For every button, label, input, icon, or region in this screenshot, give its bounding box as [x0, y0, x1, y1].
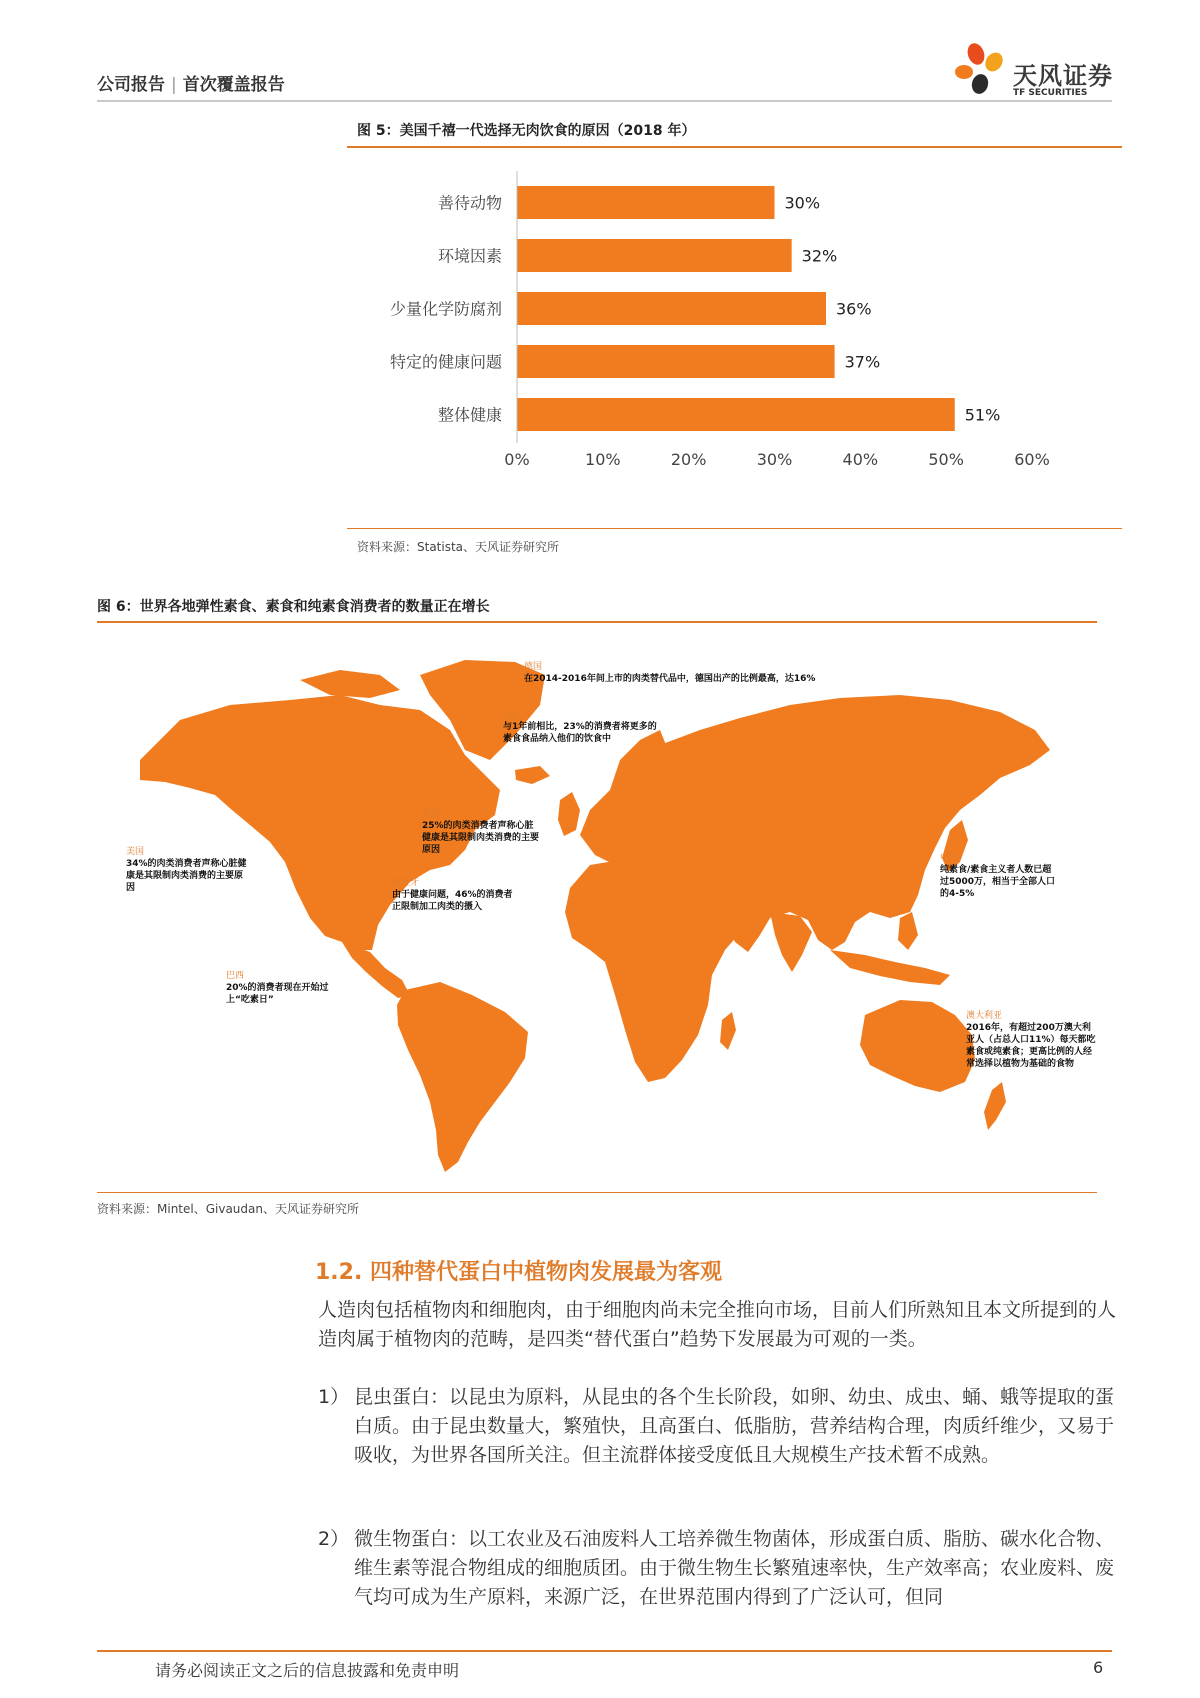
annotation-australia-country: 澳大利亚 — [966, 1011, 1003, 1021]
map-philippines — [898, 912, 918, 950]
section-title: 1.2. 四种替代蛋白中植物肉发展最为客观 — [315, 1260, 722, 1285]
map-southeast-asia — [830, 950, 950, 985]
x-tick-label: 0% — [504, 450, 530, 469]
bar-category-label: 特定的健康问题 — [389, 352, 502, 372]
map-south-america — [397, 982, 528, 1172]
annotation-france-text: 与1年前相比，23%的消费者将更多的素食食品纳入他们的饮食中 — [503, 722, 657, 744]
annotation-us — [126, 846, 251, 894]
map-uk — [558, 792, 580, 836]
annotation-australia-text: 2016年，有超过200万澳大利亚人（占总人口11%）每天都吃素食或纯素食；更高比例的人经常选择以植物为基础的食物 — [966, 1023, 1096, 1069]
annotation-china-country: 中国 — [940, 853, 959, 863]
section-intro: 人造肉包括植物肉和细胞肉，由于细胞肉尚未完全推向市场，目前人们所熟知且本文所提到的人造肉属于植物肉的范畴，是四类“替代蛋白”趋势下发展最为可观的一类。 — [318, 1299, 1117, 1350]
bar — [517, 345, 835, 378]
annotation-germany — [524, 661, 864, 685]
figure6-bottom-rule — [97, 1192, 1097, 1193]
report-type: 公司报告 — [97, 75, 165, 95]
bar — [517, 186, 775, 219]
bar-category-label: 环境因素 — [437, 246, 502, 266]
header-rule — [97, 100, 1112, 102]
list-item-number: 2） — [318, 1528, 350, 1550]
list-item-text: 昆虫蛋白：以昆虫为原料，从昆虫的各个生长阶段，如卵、幼虫、成虫、蛹、蛾等提取的蛋白质。由于昆虫数量大，繁殖快，且高蛋白、低脂肪，营养结构合理，肉质纤维少，又易于吸收，为世界各国所关注。但主流群体接受度低且大规模生产技术暂不成熟。 — [354, 1386, 1115, 1466]
bar — [517, 292, 826, 325]
x-tick-label: 50% — [928, 450, 964, 469]
logo-chinese-name: 天风证券 — [1013, 62, 1113, 90]
figure5-bottom-rule — [347, 528, 1122, 529]
annotation-spain-country: 西班牙 — [392, 878, 420, 888]
bar-value-label: 32% — [801, 246, 838, 266]
list-item-text: 微生物蛋白：以工农业及石油废料人工培养微生物菌体，形成蛋白质、脂肪、碳水化合物、维生素等混合物组成的细胞质团。由于微生物生长繁殖速率快，生产效率高；农业废料、废气均可成为生产原料，来源广泛，在世界范围内得到了广泛认可，但同 — [354, 1528, 1115, 1608]
logo-english-name: TF SECURITIES — [1013, 88, 1088, 98]
bar-category-label: 少量化学防腐剂 — [389, 299, 502, 319]
map-central-america — [342, 942, 410, 998]
logo-petal-red — [965, 41, 988, 67]
annotation-brazil-country: 巴西 — [226, 971, 245, 981]
map-india — [770, 912, 812, 972]
logo-petal-yellow — [982, 49, 1007, 75]
bar-category-label: 善待动物 — [437, 193, 502, 213]
bar-value-label: 37% — [844, 352, 881, 372]
logo-petal-orange — [955, 65, 973, 79]
annotation-australia — [966, 1010, 1096, 1070]
map-new-zealand — [984, 1082, 1006, 1130]
bar-value-label: 36% — [836, 299, 872, 319]
report-subtype: 首次覆盖报告 — [182, 75, 285, 95]
annotation-china — [940, 852, 1060, 900]
x-tick-label: 20% — [670, 450, 707, 469]
annotation-uk-text: 25%的肉类消费者声称心脏健康是其限制肉类消费的主要原因 — [422, 821, 540, 855]
annotation-spain-text: 由于健康问题，46%的消费者正限制加工肉类的摄入 — [392, 890, 513, 912]
annotation-germany-country: 德国 — [524, 662, 543, 672]
annotation-us-country: 美国 — [126, 847, 145, 857]
figure6-source: 资料来源：Mintel、Givaudan、天风证券研究所 — [97, 1202, 359, 1216]
annotation-uk — [422, 808, 542, 856]
bar-category-label: 整体健康 — [437, 405, 502, 425]
map-australia — [860, 1000, 975, 1092]
bar — [517, 239, 792, 272]
logo-petal-dark — [970, 72, 991, 95]
figure5-title: 图 5：美国千禧一代选择无肉饮食的原因（2018 年） — [357, 123, 696, 139]
x-tick-label: 40% — [842, 450, 879, 469]
x-tick-label: 10% — [585, 450, 621, 469]
list-item — [318, 1383, 1118, 1466]
annotation-germany-text: 在2014-2016年间上市的肉类替代品中，德国出产的比例最高，达16% — [524, 674, 816, 684]
map-iceland — [515, 766, 550, 784]
figure5-bar-chart — [347, 148, 1122, 528]
annotation-spain — [392, 877, 514, 913]
bar-value-label: 30% — [784, 193, 821, 213]
annotation-uk-country: 英国 — [422, 809, 441, 819]
map-arctic-islands — [300, 670, 400, 698]
figure6-title: 图 6：世界各地弹性素食、素食和纯素食消费者的数量正在增长 — [97, 599, 490, 615]
map-madagascar — [720, 1012, 736, 1050]
annotation-us-text: 34%的肉类消费者声称心脏健康是其限制肉类消费的主要原因 — [126, 859, 247, 893]
report-type-label — [97, 70, 285, 95]
annotation-france-country: 法国 — [503, 710, 522, 720]
annotation-china-text: 纯素食/素食主义者人数已超过5000万，相当于全部人口的4-5% — [940, 865, 1056, 899]
list-item-number: 1） — [318, 1386, 350, 1408]
list-item — [318, 1525, 1118, 1608]
annotation-france — [503, 709, 663, 745]
bar-value-label: 51% — [964, 405, 1001, 425]
bar — [517, 398, 955, 431]
x-tick-label: 30% — [756, 450, 793, 469]
figure5-source: 资料来源：Statista、天风证券研究所 — [357, 540, 560, 554]
x-tick-label: 60% — [1014, 450, 1050, 469]
footer-rule — [97, 1650, 1112, 1652]
header-separator: | — [171, 75, 177, 95]
annotation-brazil-text: 20%的消费者现在开始过上“吃素日” — [226, 983, 329, 1005]
annotation-brazil — [226, 970, 346, 1006]
company-logo — [950, 40, 1020, 100]
figure6-top-rule — [97, 621, 1097, 623]
page-number: 6 — [1093, 1658, 1104, 1677]
footer-disclaimer: 请务必阅读正文之后的信息披露和免责申明 — [155, 1661, 460, 1680]
